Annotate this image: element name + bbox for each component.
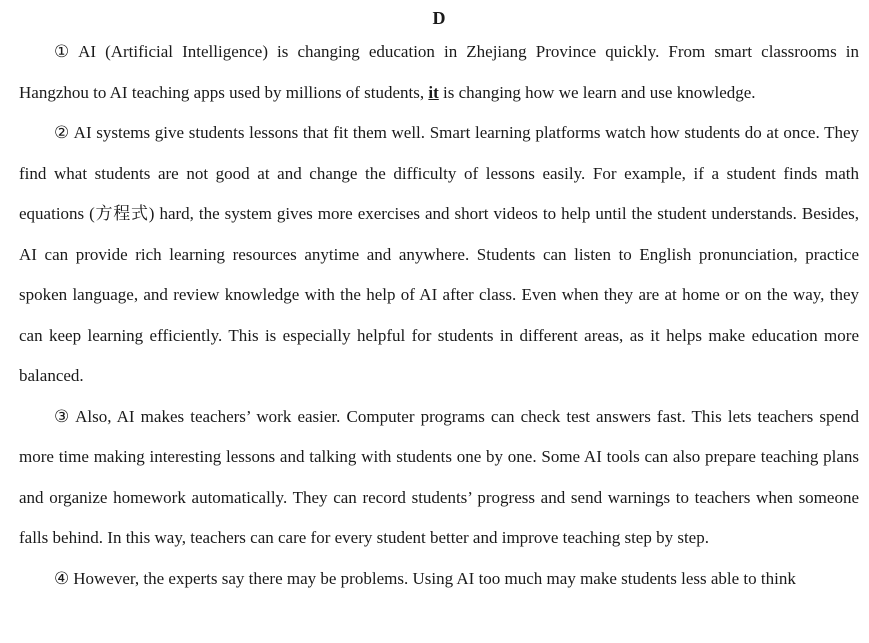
paragraph-3 — [19, 397, 859, 559]
paragraph-text: is changing how we learn and use knowledge. — [438, 82, 756, 102]
paragraph-text: However, the experts say there may be problems. Using AI too much may make students less able to think — [73, 568, 796, 588]
paragraph-2 — [19, 113, 859, 397]
paragraph-1 — [19, 32, 859, 113]
paragraph-text: AI (Artificial Intelligence) is changing education in Zhejiang Province quickly. From smart classrooms in Hangzhou to AI teaching apps used by millions of students, — [19, 42, 859, 102]
paragraph-number: ③ — [54, 406, 72, 426]
emphasized-word: it — [428, 82, 439, 102]
paragraph-number: ② — [54, 123, 70, 142]
paragraph-4 — [19, 559, 859, 600]
paragraph-text: AI systems give students lessons that fit them well. Smart learning platforms watch how students do at once. They find what students are not good at and change the difficulty of lessons easily. For example, if a student finds math equations (方程式) hard, the system gives more exercises and short videos to help until the student understands. Besides, AI can provide rich learning resources anytime and anywhere. Students can listen to English pronunciation, practice spoken language, and review knowledge with the help of AI after class. Even when they are at home or on the way, they can keep learning efficiently. This is especially helpful for students in different areas, as it helps make education more balanced. — [19, 123, 859, 385]
paragraph-text: Also, AI makes teachers’ work easier. Computer programs can check test answers fast. This lets teachers spend more time making interesting lessons and talking with students one by one. Some AI tools can also prepare teaching plans and organize homework automatically. They can record students’ progress and send warnings to teachers when someone falls behind. In this way, teachers can care for every student better and improve teaching step by step. — [19, 406, 860, 547]
paragraph-number: ① — [54, 42, 75, 61]
paragraph-number: ④ — [54, 568, 70, 588]
section-heading: D — [432, 8, 446, 28]
